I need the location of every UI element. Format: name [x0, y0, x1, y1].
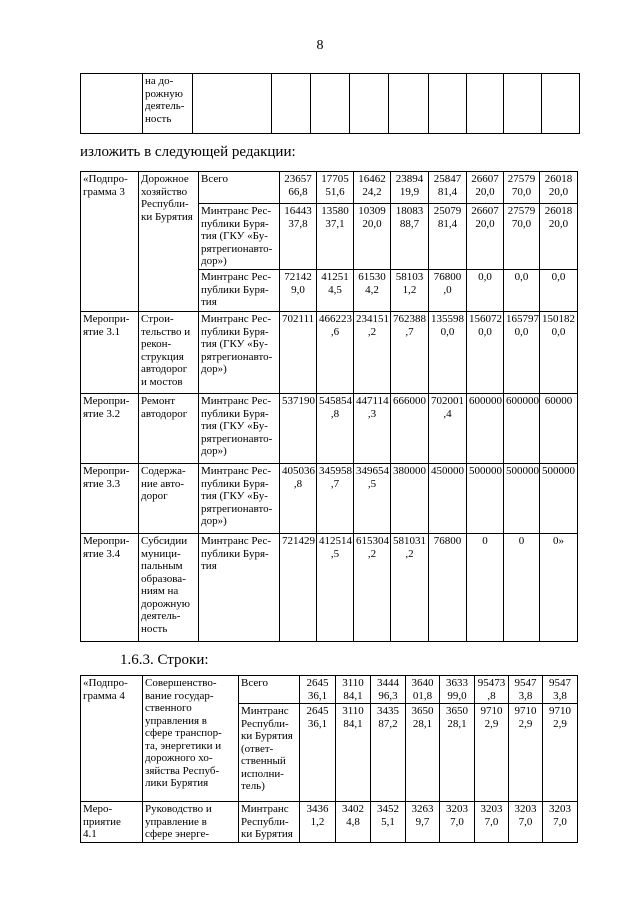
value-cell: 23657 66,8 [280, 172, 317, 204]
value-cell: 27579 70,0 [504, 204, 540, 270]
value-cell: 9710 2,9 [543, 704, 578, 802]
value-cell: 3402 4,8 [336, 802, 371, 843]
value-cell: 666000 [391, 394, 429, 464]
value-cell: 9547 3,8 [543, 676, 578, 704]
program-code-cell: Меропри- ятие 3.2 [81, 394, 139, 464]
previous-table-fragment [80, 73, 580, 134]
program-code-cell: Меропри- ятие 3.1 [81, 312, 139, 394]
program-name-cell: Совершенство- вание государ- ственного управления в сфере транспор- та, энергетики и дорожного хо- зяйства Респуб- лики Бурятия [143, 676, 239, 802]
value-cell: 500000 [504, 464, 540, 534]
value-cell: 61530 4,2 [354, 270, 391, 312]
value-cell: 345958 ,7 [317, 464, 354, 534]
value-cell: 600000 [467, 394, 504, 464]
table-cell [504, 74, 542, 134]
program-code-cell: «Подпро- грамма 3 [81, 172, 139, 312]
value-cell: 26018 20,0 [540, 204, 578, 270]
value-cell: 0,0 [504, 270, 540, 312]
value-cell: 702111 [280, 312, 317, 394]
table-row [81, 312, 578, 394]
value-cell: 60000 [540, 394, 578, 464]
value-cell: 0 [467, 534, 504, 642]
value-cell: 3650 28,1 [406, 704, 440, 802]
subprogram-4-table [80, 675, 578, 843]
value-cell: 3436 1,2 [300, 802, 336, 843]
value-cell: 10309 20,0 [354, 204, 391, 270]
value-cell: 13580 37,1 [317, 204, 354, 270]
value-cell: 72142 9,0 [280, 270, 317, 312]
value-cell: 500000 [467, 464, 504, 534]
value-cell: 25847 81,4 [429, 172, 467, 204]
executor-cell: Минтранс Рес- публики Буря- тия (ГКУ «Бу- рятрегионавто- дор») [199, 312, 280, 394]
value-cell: 0,0 [467, 270, 504, 312]
table-row [81, 464, 578, 534]
value-cell: 447114 ,3 [354, 394, 391, 464]
value-cell: 25079 81,4 [429, 204, 467, 270]
value-cell: 9710 2,9 [509, 704, 543, 802]
value-cell: 27579 70,0 [504, 172, 540, 204]
executor-cell: Минтранс Рес- публики Буря- тия (ГКУ «Бу- рятрегионавто- дор») [199, 204, 280, 270]
executor-cell: Минтранс Республи- ки Бурятия [239, 802, 300, 843]
table-row [81, 802, 578, 843]
value-cell: 16462 24,2 [354, 172, 391, 204]
program-name-cell: Дорожное хозяйство Республи- ки Бурятия [139, 172, 199, 312]
value-cell: 466223 ,6 [317, 312, 354, 394]
program-code-cell: Меропри- ятие 3.4 [81, 534, 139, 642]
table-cell [389, 74, 429, 134]
value-cell: 234151 ,2 [354, 312, 391, 394]
program-name-cell: Руководство и управление в сфере энерге- [143, 802, 239, 843]
table-row [81, 534, 578, 642]
table-cell [542, 74, 580, 134]
value-cell: 16443 37,8 [280, 204, 317, 270]
value-cell: 95473 ,8 [475, 676, 509, 704]
value-cell: 150182 0,0 [540, 312, 578, 394]
value-cell: 3203 7,0 [543, 802, 578, 843]
table-cell [81, 74, 143, 134]
value-cell: 2645 36,1 [300, 676, 336, 704]
value-cell: 26607 20,0 [467, 172, 504, 204]
table-cell [429, 74, 467, 134]
program-name-cell: Ремонт автодорог [139, 394, 199, 464]
section-heading: 1.6.3. Строки: [120, 652, 209, 668]
value-cell: 3633 99,0 [440, 676, 475, 704]
value-cell: 17705 51,6 [317, 172, 354, 204]
executor-cell: Минтранс Рес- публики Буря- тия (ГКУ «Бу- рятрегионавто- дор») [199, 394, 280, 464]
value-cell: 537190 [280, 394, 317, 464]
value-cell: 135598 0,0 [429, 312, 467, 394]
value-cell: 3110 84,1 [336, 676, 371, 704]
table-row [81, 74, 580, 134]
value-cell: 702001 ,4 [429, 394, 467, 464]
value-cell: 41251 4,5 [317, 270, 354, 312]
value-cell: 581031 ,2 [391, 534, 429, 642]
value-cell: 165797 0,0 [504, 312, 540, 394]
value-cell: 721429 [280, 534, 317, 642]
executor-cell: Минтранс Рес- публики Буря- тия [199, 270, 280, 312]
value-cell: 0 [504, 534, 540, 642]
value-cell: 500000 [540, 464, 578, 534]
value-cell: 545854 ,8 [317, 394, 354, 464]
table-cell [350, 74, 389, 134]
program-code-cell: «Подпро- грамма 4 [81, 676, 143, 802]
value-cell: 762388 ,7 [391, 312, 429, 394]
value-cell: 76800 ,0 [429, 270, 467, 312]
value-cell: 3444 96,3 [371, 676, 406, 704]
table-cell [311, 74, 350, 134]
value-cell: 9547 3,8 [509, 676, 543, 704]
value-cell: 3650 28,1 [440, 704, 475, 802]
executor-cell: Минтранс Рес- публики Буря- тия (ГКУ «Бу- рятрегионавто- дор») [199, 464, 280, 534]
value-cell: 349654 ,5 [354, 464, 391, 534]
value-cell: 3452 5,1 [371, 802, 406, 843]
table-row [81, 394, 578, 464]
value-cell: 3110 84,1 [336, 704, 371, 802]
value-cell: 3203 7,0 [475, 802, 509, 843]
executor-cell: Минтранс Рес- публики Буря- тия [199, 534, 280, 642]
value-cell: 26607 20,0 [467, 204, 504, 270]
value-cell: 412514 ,5 [317, 534, 354, 642]
value-cell: 9710 2,9 [475, 704, 509, 802]
page-number: 8 [316, 38, 324, 53]
value-cell: 76800 [429, 534, 467, 642]
value-cell: 3435 87,2 [371, 704, 406, 802]
value-cell: 156072 0,0 [467, 312, 504, 394]
program-code-cell: Меро- приятие 4.1 [81, 802, 143, 843]
table-cell [143, 74, 193, 134]
value-cell: 450000 [429, 464, 467, 534]
table-cell [193, 74, 272, 134]
value-cell: 615304 ,2 [354, 534, 391, 642]
value-cell: 2645 36,1 [300, 704, 336, 802]
table-row [81, 172, 578, 204]
value-cell: 0» [540, 534, 578, 642]
value-cell: 23894 19,9 [391, 172, 429, 204]
value-cell: 0,0 [540, 270, 578, 312]
value-cell: 3640 01,8 [406, 676, 440, 704]
program-name-cell: Содержа- ние авто- дорог [139, 464, 199, 534]
value-cell: 600000 [504, 394, 540, 464]
subprogram-3-table [80, 171, 578, 642]
program-name-cell: Строи- тельство и рекон- струкция автодорог и мостов [139, 312, 199, 394]
value-cell: 18083 88,7 [391, 204, 429, 270]
program-name-cell: Субсидии муници- пальным образова- ниям на дорожную деятель- ность [139, 534, 199, 642]
executor-cell: Минтранс Республи- ки Бурятия (ответ- ственный исполни- тель) [239, 704, 300, 802]
row-name-text: на до- рожную деятель- ность [145, 75, 185, 125]
value-cell: 3203 7,0 [509, 802, 543, 843]
table-cell [272, 74, 311, 134]
program-code-cell: Меропри- ятие 3.3 [81, 464, 139, 534]
value-cell: 405036 ,8 [280, 464, 317, 534]
section-heading: изложить в следующей редакции: [80, 144, 296, 160]
value-cell: 26018 20,0 [540, 172, 578, 204]
table-row [81, 676, 578, 704]
value-cell: 3203 7,0 [440, 802, 475, 843]
executor-cell: Всего [239, 676, 300, 704]
value-cell: 58103 1,2 [391, 270, 429, 312]
value-cell: 3263 9,7 [406, 802, 440, 843]
value-cell: 380000 [391, 464, 429, 534]
table-cell [467, 74, 504, 134]
executor-cell: Всего [199, 172, 280, 204]
